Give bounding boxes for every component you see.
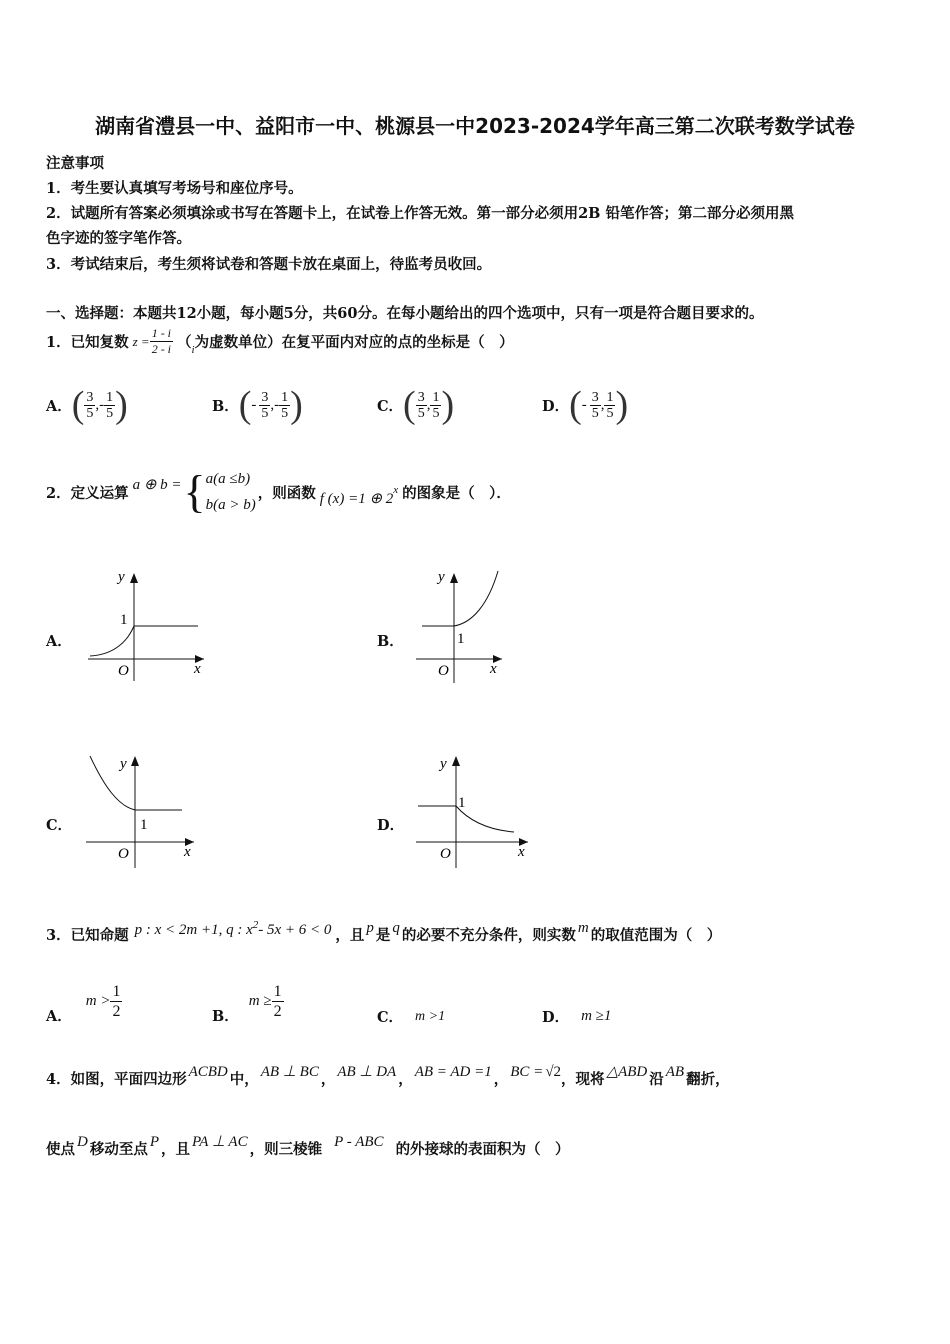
y-label: y — [440, 756, 447, 772]
q1-option-d[interactable]: D． ( - $\frac{3}{5}$ , $\frac{1}{5}$ ) — [542, 384, 629, 426]
q1-c-d1: 5 — [417, 405, 425, 421]
curve — [90, 756, 135, 810]
q1-c-n2: 1 — [432, 389, 440, 405]
q1-b-d1: 5 — [261, 405, 269, 421]
q2-case1: a(a ≤b) — [205, 471, 251, 487]
q1-fraction — [150, 326, 173, 357]
origin-label: O — [118, 663, 129, 679]
q1-d-rparen: ) — [615, 384, 629, 426]
q4-r2: AB ⊥ DA — [337, 1064, 397, 1080]
y-arrow-icon — [131, 756, 139, 766]
q4-pabc: P - ABC — [334, 1134, 384, 1150]
origin-label: O — [440, 846, 451, 862]
q4-line2-prefix: 使点 — [46, 1141, 75, 1158]
question-1 — [46, 326, 514, 357]
y-label: y — [120, 756, 127, 772]
q1-b-sign2: - — [274, 396, 280, 413]
one-label: 1 — [140, 817, 148, 833]
x-label: x — [194, 661, 201, 677]
q2-option-c[interactable] — [46, 814, 72, 835]
q3-q: q — [392, 920, 400, 936]
one-label: 1 — [120, 612, 128, 628]
q1-d-d2: 5 — [606, 405, 614, 421]
q3-option-b[interactable] — [212, 982, 284, 1025]
q1-suffix: 为虚数单位）在复平面内对应的点的坐标是（ ） — [194, 334, 514, 351]
q4-r3: AB = AD =1 — [414, 1064, 492, 1080]
section-heading: 一、选择题：本题共12小题，每小题5分，共60分。在每小题给出的四个选项中，只有一项是符合题目要求的。 — [46, 305, 764, 322]
q2-option-b[interactable] — [377, 630, 404, 651]
notice-item-1: 1．考生要认真填写考场号和座位序号。 — [46, 180, 303, 197]
q1-c-lparen: ( — [403, 384, 416, 426]
q4-d: D — [77, 1134, 88, 1150]
q1-option-b-label: B． — [212, 397, 239, 415]
q3-m: m — [577, 920, 589, 936]
q4-mid5: 移动至点 — [89, 1141, 148, 1158]
q1-c-d2: 5 — [432, 405, 440, 421]
curve — [90, 626, 134, 656]
q1-c-n1: 3 — [417, 389, 425, 405]
q1-i: i — [191, 343, 195, 356]
q1-paren: （ — [177, 334, 192, 351]
q2-suffix: 的图象是（ ）． — [402, 484, 511, 502]
q3-expr: p : x < 2m +1, q : x — [134, 922, 253, 938]
q1-b-n2: 1 — [281, 389, 289, 405]
q1-a-rparen: ) — [115, 384, 128, 426]
one-label: 1 — [457, 631, 465, 647]
x-label: x — [184, 844, 191, 860]
q4-sep2: ， — [398, 1071, 413, 1088]
question-4-line-2 — [46, 1134, 570, 1159]
q3-option-a-label: A． — [46, 1008, 72, 1025]
q3-d-text: m ≥1 — [581, 1008, 612, 1024]
q3-option-d-label: D． — [542, 1009, 570, 1026]
q2-option-d-label: D． — [377, 817, 405, 834]
y-arrow-icon — [130, 573, 138, 583]
y-label: y — [438, 569, 445, 585]
q3-b-den: 2 — [273, 1003, 282, 1020]
q2-func: f (x) =1 ⊕ 2 — [319, 490, 394, 507]
q1-b-rparen: ) — [290, 384, 303, 426]
q2-option-a-label: A． — [46, 633, 72, 650]
question-3 — [46, 919, 722, 945]
notice-item-2-cont: 色字迹的签字笔作答。 — [46, 230, 191, 247]
q1-c-frac2 — [430, 390, 441, 421]
q4-mid3: 沿 — [649, 1071, 664, 1088]
q4-mid2: ，现将 — [561, 1071, 605, 1088]
q1-b-d2: 5 — [281, 405, 289, 421]
q4-mid6: ，且 — [161, 1141, 191, 1158]
q1-b-n1: 3 — [261, 389, 269, 405]
q3-suffix: 的取值范围为（ ） — [590, 927, 722, 944]
q1-c-frac1 — [416, 390, 427, 421]
q3-option-b-label: B． — [212, 1008, 239, 1025]
q3-expr-sup: 2 — [252, 919, 259, 931]
x-label: x — [518, 844, 525, 860]
q1-d-sign1: - — [581, 396, 587, 413]
q4-mid7: ，则三棱锥 — [249, 1141, 323, 1158]
q3-a-num: 1 — [112, 983, 121, 1000]
y-label: y — [118, 569, 125, 585]
q4-pa: PA ⊥ AC — [192, 1134, 248, 1150]
origin-label: O — [118, 846, 129, 862]
q1-option-a[interactable]: A． ( $\frac{3}{5}$ , - $\frac{1}{5}$ ) — [46, 384, 128, 426]
curve — [454, 571, 498, 626]
q2-option-a[interactable] — [46, 630, 72, 651]
q2-func-sup: x — [393, 484, 399, 496]
q1-den: 2 - i — [151, 342, 172, 356]
q1-b-lparen: ( — [238, 384, 252, 426]
q2-graph-d — [410, 748, 535, 873]
q1-d-n2: 1 — [606, 389, 614, 405]
question-4-line-1 — [46, 1064, 730, 1089]
q2-graph-a — [80, 565, 210, 690]
q1-option-b[interactable]: B． ( - $\frac{3}{5}$ , - $\frac{1}{5}$ ) — [212, 384, 303, 426]
q4-mid1: 中， — [229, 1071, 259, 1088]
q4-ab: AB — [665, 1064, 685, 1080]
q3-mid3: 的必要不充分条件，则实数 — [401, 927, 576, 944]
q2-graph-c — [80, 748, 200, 873]
notice-item-2: 2．试题所有答案必须填涂或书写在答题卡上，在试卷上作答无效。第一部分必须用2B 铅笔作答；第二部分必须用黑 — [46, 205, 794, 222]
q4-p: P — [149, 1134, 160, 1150]
q3-p: p — [366, 920, 374, 936]
q1-a-sign2: - — [99, 396, 105, 413]
q3-a-den: 2 — [112, 1003, 121, 1020]
q4-sep1: ， — [320, 1071, 336, 1088]
q3-option-c-label: C． — [377, 1009, 404, 1026]
q3-prefix: 3．已知命题 — [46, 927, 129, 944]
q2-option-c-label: C． — [46, 817, 73, 834]
q1-d-frac2 — [604, 390, 615, 421]
q4-tri: △ABD — [606, 1064, 648, 1080]
q1-d-n1: 3 — [591, 389, 599, 405]
q1-a-lparen: ( — [71, 384, 85, 426]
page-title: 湖南省澧县一中、益阳市一中、桃源县一中2023-2024学年高三第二次联考数学试卷 — [95, 114, 855, 138]
q1-a-frac1 — [84, 390, 95, 421]
q1-z: z = — [132, 333, 150, 349]
q1-a-d1: 5 — [86, 405, 94, 421]
q4-r4a: BC = — [510, 1064, 544, 1080]
q1-option-c[interactable]: C． ( $\frac{3}{5}$ , $\frac{1}{5}$ ) — [377, 384, 455, 426]
notice-item-3: 3．考试结束后，考生须将试卷和答题卡放在桌面上，待监考员收回。 — [46, 256, 492, 273]
q1-prefix: 1．已知复数 — [46, 334, 129, 351]
notice-heading: 注意事项 — [46, 155, 104, 172]
y-arrow-icon — [452, 756, 460, 766]
q2-case2: b(a > b) — [205, 497, 256, 513]
q1-c-rparen: ) — [441, 384, 455, 426]
q1-d-d1: 5 — [591, 405, 599, 421]
q1-a-n1: 3 — [86, 389, 94, 405]
q4-suffix: 的外接球的表面积为（ ） — [395, 1141, 570, 1158]
q3-b-num: 1 — [273, 983, 282, 1000]
q2-op: a ⊕ b = — [132, 476, 182, 493]
q4-r1: AB ⊥ BC — [260, 1064, 319, 1080]
q1-d-lparen: ( — [569, 384, 582, 426]
q3-mid2: 是 — [375, 927, 391, 944]
q2-graph-b — [410, 565, 520, 690]
q4-acbd: ACBD — [188, 1064, 228, 1080]
q1-option-d-label: D． — [542, 397, 570, 415]
q1-num: 1 - i — [151, 326, 172, 340]
question-2 — [46, 466, 511, 518]
q2-option-d[interactable] — [377, 814, 404, 835]
q2-prefix: 2．定义运算 — [46, 484, 129, 502]
q4-mid4: 翻折， — [686, 1071, 730, 1088]
q1-a-n2: 1 — [106, 389, 114, 405]
q1-option-a-label: A． — [46, 397, 72, 415]
q3-option-a[interactable] — [46, 982, 122, 1025]
q2-option-b-label: B． — [377, 633, 404, 650]
q3-option-d[interactable] — [542, 1006, 611, 1027]
x-label: x — [490, 661, 497, 677]
q1-d-frac1 — [590, 390, 601, 421]
q3-a-lhs: m > — [85, 993, 111, 1009]
q2-brace: { — [183, 466, 206, 517]
q3-option-c[interactable] — [377, 1006, 445, 1027]
q1-a-frac2 — [104, 390, 115, 421]
q4-prefix: 4．如图，平面四边形 — [46, 1071, 187, 1088]
q4-sep3: ， — [493, 1071, 509, 1088]
q3-a-frac — [110, 982, 122, 1021]
q3-expr2: - 5x + 6 < 0 — [258, 922, 332, 938]
q1-b-frac2 — [279, 390, 290, 421]
q1-option-c-label: C． — [377, 397, 404, 415]
q1-b-frac1 — [259, 390, 270, 421]
q3-b-lhs: m ≥ — [248, 993, 272, 1009]
q3-mid1: ，且 — [335, 927, 365, 944]
y-arrow-icon — [450, 573, 458, 583]
origin-label: O — [438, 663, 449, 679]
one-label: 1 — [458, 795, 466, 811]
q4-r4b: √2 — [545, 1064, 562, 1080]
q1-a-d2: 5 — [106, 405, 114, 421]
q1-b-sign1: - — [251, 396, 257, 413]
q3-c-text: m >1 — [415, 1008, 446, 1024]
q3-b-frac — [272, 982, 284, 1021]
q2-cases — [206, 466, 256, 518]
q2-mid: ，则函数 — [257, 484, 316, 502]
